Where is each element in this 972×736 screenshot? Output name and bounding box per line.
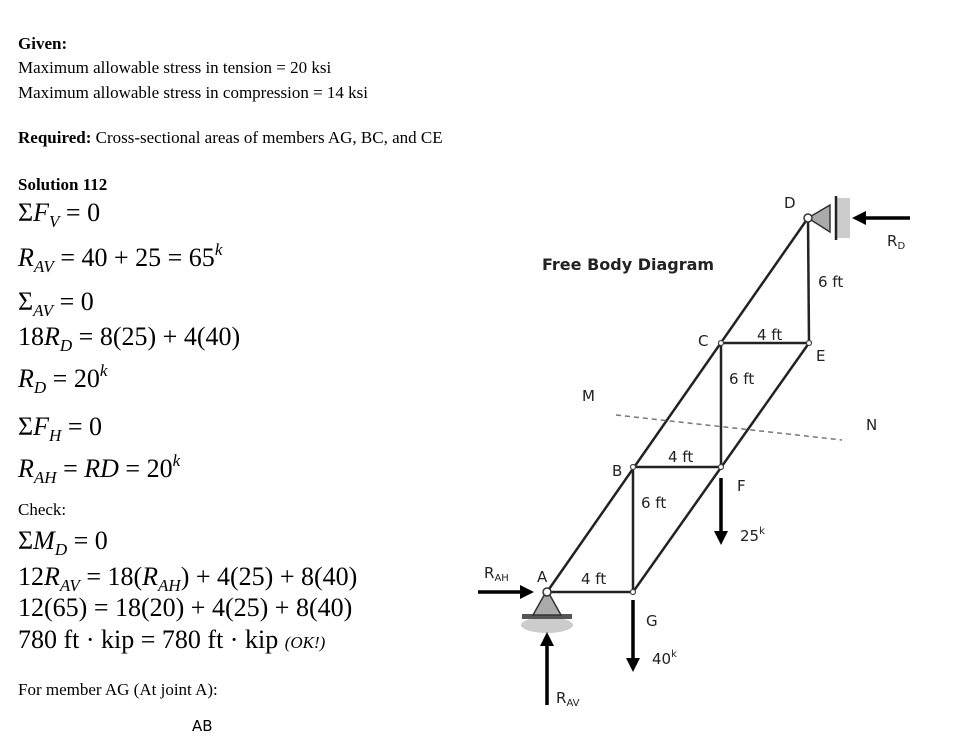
equation-term: AH <box>33 468 57 487</box>
partial-label: AB <box>192 717 213 735</box>
equation-term: Σ <box>18 198 34 227</box>
equation-term: k <box>99 361 108 380</box>
joint-label-g: G <box>646 612 658 630</box>
given-tension: Maximum allowable stress in tension = 20 ksi <box>18 58 332 77</box>
equation-term: Σ <box>18 287 34 316</box>
equation-term: F <box>33 198 50 227</box>
dim-de: 6 ft <box>818 273 844 291</box>
reaction-rd: $R_D$ <box>887 232 906 252</box>
dim-bg: 6 ft <box>641 494 667 512</box>
equation-term: 780 ft · kip = 780 ft · kip <box>18 625 285 654</box>
equation-term: F <box>33 412 50 441</box>
equation-term: AV <box>33 257 54 276</box>
equation-term: (OK!) <box>284 633 326 652</box>
section-label-m: M <box>582 387 595 405</box>
equation-term: 18 <box>18 322 44 351</box>
pin-support-icon <box>521 588 573 633</box>
dim-bf: 4 ft <box>668 448 694 466</box>
given-heading: Given: <box>18 34 68 53</box>
reaction-rav: $R_{AV}$ <box>556 689 580 709</box>
equation-term: = 8(25) + 4(40) <box>72 322 241 351</box>
equation-term: RD <box>84 454 119 483</box>
section-label-n: N <box>866 416 878 434</box>
member-de <box>808 218 809 343</box>
required-heading: Required: <box>18 128 92 147</box>
equation-term: ) + 4(25) + 8(40) <box>180 562 358 591</box>
equation-term: R <box>44 322 60 351</box>
truss-members <box>547 218 809 592</box>
arrow-down-icon <box>714 531 728 545</box>
equation-term: = 40 + 25 = 65 <box>53 243 215 272</box>
equation-term: R <box>18 364 34 393</box>
arrow-up-icon <box>540 632 554 646</box>
load-f: 25$^k$ <box>740 526 765 545</box>
equation-term: H <box>49 426 62 445</box>
equation-term: AV <box>59 576 80 595</box>
reaction-rah: $R_{AH}$ <box>484 564 509 584</box>
equation-term: D <box>54 540 68 559</box>
equation-term: Σ <box>18 412 34 441</box>
joint-label-a: A <box>537 568 548 586</box>
equation-term: R <box>44 562 60 591</box>
equation-term: = 0 <box>61 412 102 441</box>
member-ag-text: For member AG (At joint A): <box>18 680 218 699</box>
equation-term: = 0 <box>53 287 94 316</box>
arrow-down-icon <box>626 658 640 672</box>
load-g: 40$^k$ <box>652 649 677 668</box>
equation-term: = 0 <box>67 526 108 555</box>
member-ad <box>547 218 808 592</box>
equation-term: = 18( <box>79 562 143 591</box>
dim-ag: 4 ft <box>581 570 607 588</box>
equation-term: = 0 <box>59 198 101 227</box>
roller-support-icon <box>804 196 850 240</box>
equation-term: R <box>18 243 34 272</box>
required-text: Cross-sectional areas of members AG, BC, and CE <box>91 128 443 147</box>
equation-term: Σ <box>18 526 34 555</box>
joint-label-b: B <box>612 462 623 480</box>
equation-term: V <box>49 212 60 231</box>
joint-label-e: E <box>816 347 826 365</box>
equation-term: R <box>18 454 34 483</box>
equation-term: 12 <box>18 562 44 591</box>
dim-cf: 6 ft <box>729 370 755 388</box>
dim-ce: 4 ft <box>757 326 783 344</box>
equation-term: AV <box>33 301 54 320</box>
joint-label-f: F <box>737 477 746 495</box>
equation-term: R <box>142 562 159 591</box>
section-line-mn <box>616 415 842 440</box>
equation-term: = <box>56 454 85 483</box>
equation-term: D <box>33 378 47 397</box>
joint-label-c: C <box>698 332 709 350</box>
joint-label-d: D <box>784 194 796 212</box>
equation-term: M <box>33 526 55 555</box>
equation-term: AH <box>158 576 181 595</box>
arrow-left-icon <box>852 211 866 225</box>
check-label: Check: <box>18 500 67 519</box>
equation-term: D <box>59 336 73 355</box>
equation-term: = 20 <box>46 364 100 393</box>
equation-term: = 20 <box>118 454 173 483</box>
equation-term: k <box>172 451 181 470</box>
given-compression: Maximum allowable stress in compression = 14 ksi <box>18 83 369 102</box>
solution-title: Solution 112 <box>18 175 108 194</box>
equation-term: k <box>214 240 223 259</box>
arrow-right-icon <box>520 585 534 599</box>
diagram-title: Free Body Diagram <box>542 255 715 274</box>
equation-term: 12(65) = 18(20) + 4(25) + 8(40) <box>18 593 353 622</box>
